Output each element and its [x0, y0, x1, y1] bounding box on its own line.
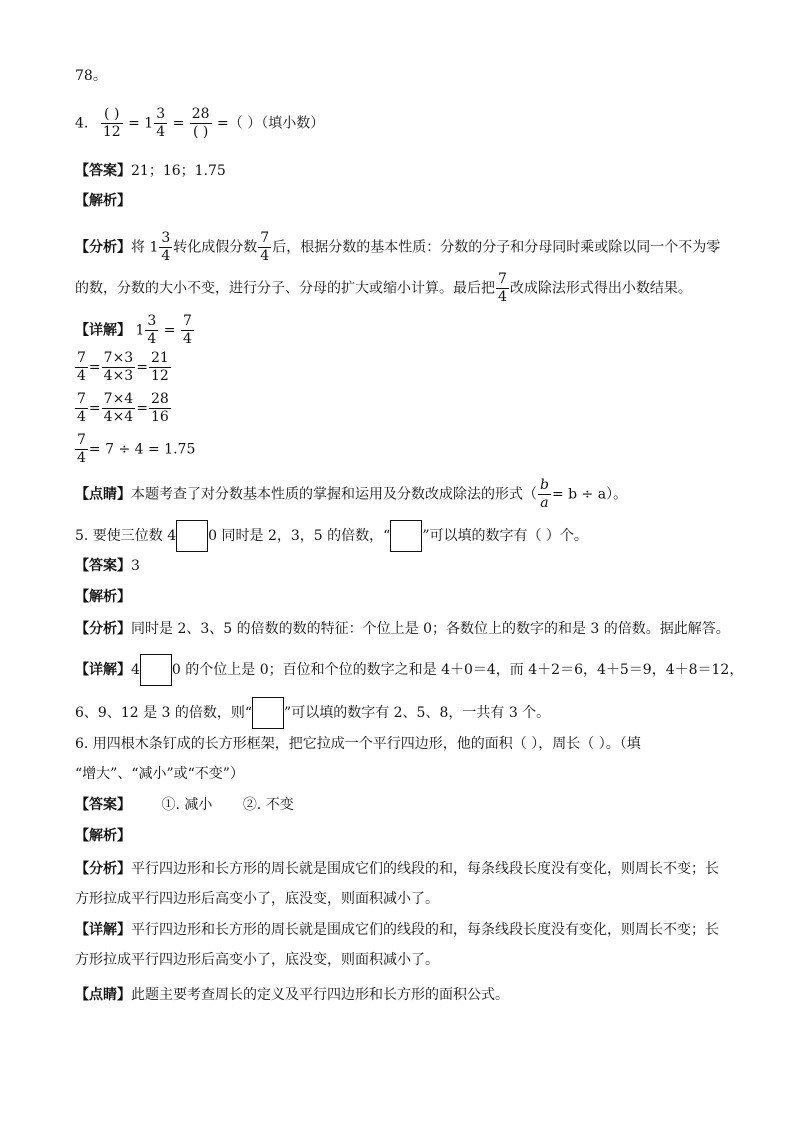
top-text: 78。 — [75, 68, 107, 84]
q4-question: 4. $\frac{( )}{12}$ = 1 $\frac{3}{4}$ = $\frac{28}{( )}$ =（ ）（填小数） — [75, 106, 325, 140]
q5-xiangjie-line2: 6、9、12 是 3 的倍数，则“ ”可以填的数字有 2、5、8，一共有 3 个。 — [75, 697, 550, 729]
blank-box — [390, 520, 422, 552]
q4-mixed-number: 1 $\frac{3}{4}$ — [144, 106, 166, 140]
q6-answer: 【答案】 ①. 减小 ②. 不变 — [75, 797, 294, 813]
q4-answer — [75, 161, 226, 181]
q6-question-line1: 6. 用四根木条钉成的长方形框架，把它拉成一个平行四边形，他的面积（ ），周长（ ）。（填 — [75, 736, 641, 752]
q4-calc-line2: $\frac{7}{4}$ = $\frac{7\times 4}{4\times 4}$ = $\frac{28}{16}$ — [77, 391, 169, 425]
q4-fenxi-line1: 【分析】将 1 $\frac{3}{4}$ 转化成假分数 $\frac{7}{4}$ 后，根据分数的基本性质：分数的分子和分母同时乘或除以同一个不为零 — [75, 230, 721, 264]
q6-xiangjie-line1: 【详解】平行四边形和长方形的周长就是围成它们的线段的和，每条线段长度没有变化，则周长不变；长 — [75, 922, 719, 938]
q4-calc-line3: $\frac{7}{4}$ = 7 ÷ 4 = 1.75 — [77, 432, 196, 466]
q6-question-line2: “增大”、“减小”或“不变”） — [75, 766, 244, 782]
q5-answer: 【答案】3 — [75, 558, 140, 574]
blank-box — [252, 697, 284, 729]
q4-fraction-2: $\frac{28}{( )}$ — [191, 106, 210, 140]
answer-label: 【答案】 — [75, 163, 131, 179]
q4-tail: =（ ）（填小数） — [217, 115, 325, 132]
q5-xiangjie-line1: 【详解】4 0 的个位上是 0；百位和个位的数字之和是 4＋0＝4，而 4＋2＝6，4＋5＝9，4＋8＝12， — [75, 654, 743, 686]
q5-question: 5. 要使三位数 4 0 同时是 2，3，5 的倍数，“ ”可以填的数字有（ ）个。 — [75, 520, 588, 552]
analysis-label: 【解析】 — [75, 828, 131, 844]
q4-number: 4. — [75, 115, 89, 132]
q4-fenxi-line2: 的数，分数的大小不变，进行分子、分母的扩大或缩小计算。最后把 $\frac{7}{4}$ 改成除法形式得出小数结果。 — [75, 271, 692, 305]
q4-xiangjie-line1: 【详解】 1 $\frac{3}{4}$ = $\frac{7}{4}$ — [75, 313, 192, 347]
q5-fenxi: 【分析】同时是 2、3、5 的倍数的数的特征：个位上是 0；各数位上的数字的和是 3 的倍数。据此解答。 — [75, 621, 730, 637]
q4-calc-line1: $\frac{7}{4}$ = $\frac{7\times 3}{4\times 3}$ = $\frac{21}{12}$ — [77, 350, 169, 384]
q4-dianjing: 【点睛】本题考查了对分数基本性质的掌握和运用及分数改成除法的形式（ $\frac{b}{a}$ = b ÷ a）。 — [75, 477, 628, 511]
analysis-label: 【解析】 — [75, 193, 131, 209]
analysis-label: 【解析】 — [75, 589, 131, 605]
q6-fenxi-line2: 方形拉成平行四边形后高变小了，底没变，则面积减小了。 — [75, 891, 439, 907]
q6-fenxi-line1: 【分析】平行四边形和长方形的周长就是围成它们的线段的和，每条线段长度没有变化，则周长不变；长 — [75, 861, 719, 877]
q4-fraction-1: $\frac{( )}{12}$ — [102, 106, 121, 140]
blank-box — [140, 654, 172, 686]
q6-dianjing: 【点睛】此题主要考查周长的定义及平行四边形和长方形的面积公式。 — [75, 987, 509, 1003]
q6-xiangjie-line2: 方形拉成平行四边形后高变小了，底没变，则面积减小了。 — [75, 952, 439, 968]
blank-box — [176, 520, 208, 552]
answer-text: 21；16；1.75 — [131, 163, 226, 179]
